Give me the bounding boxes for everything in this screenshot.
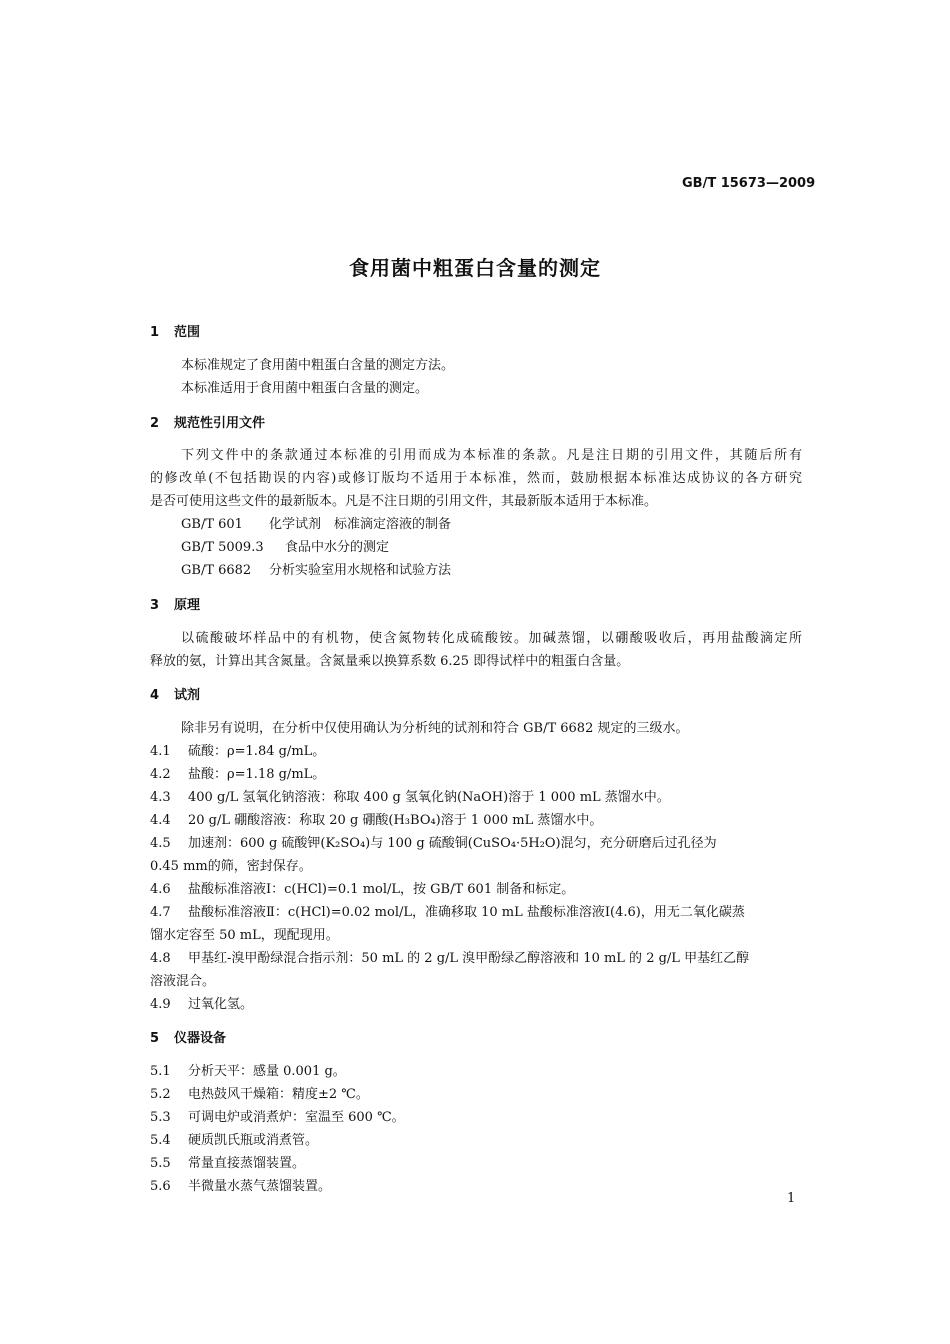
section-3-heading: 3 原理: [150, 598, 201, 613]
list-item: 5.5 常量直接蒸馏装置。: [150, 1156, 306, 1171]
document-title: 食用菌中粗蛋白含量的测定: [349, 256, 601, 280]
page-number: 1: [787, 1191, 796, 1206]
standard-number: GB/T 15673—2009: [682, 176, 816, 191]
list-item: 4.6 盐酸标准溶液Ⅰ：c(HCl)=0.1 mol/L，按 GB/T 601 制备和标定。: [150, 882, 575, 897]
list-item: 5.6 半微量水蒸气蒸馏装置。: [150, 1179, 332, 1194]
list-item: 4.1 硫酸：ρ=1.84 g/mL。: [150, 744, 326, 759]
list-item-continuation: 溶液混合。: [150, 974, 216, 989]
paragraph: 除非另有说明，在分析中仅使用确认为分析纯的试剂和符合 GB/T 6682 规定的三级水。: [181, 721, 689, 736]
section-2-heading: 2 规范性引用文件: [150, 416, 266, 431]
paragraph-line: 下列文件中的条款通过本标准的引用而成为本标准的条款。凡是注日期的引用文件，其随后所有: [181, 448, 802, 463]
paragraph-line: 以硫酸破坏样品中的有机物，使含氮物转化成硫酸铵。加碱蒸馏，以硼酸吸收后，再用盐酸滴定所: [181, 631, 802, 646]
list-item: 5.1 分析天平：感量 0.001 g。: [150, 1064, 346, 1079]
list-item-continuation: 0.45 mm的筛，密封保存。: [150, 859, 312, 874]
list-item: 4.3 400 g/L 氢氧化钠溶液：称取 400 g 氢氧化钠(NaOH)溶于 1 000 mL 蒸馏水中。: [150, 790, 670, 805]
list-item: 4.5 加速剂：600 g 硫酸钾(K₂SO₄)与 100 g 硫酸铜(CuSO₄·5H₂O)混匀，充分研磨后过孔径为: [150, 836, 717, 851]
normative-reference: GB/T 601 化学试剂 标准滴定溶液的制备: [181, 517, 452, 532]
list-item: 4.9 过氧化氢。: [150, 997, 254, 1012]
paragraph-line: 释放的氨，计算出其含氮量。含氮量乘以换算系数 6.25 即得试样中的粗蛋白含量。: [150, 654, 630, 669]
list-item: 5.3 可调电炉或消煮炉：室温至 600 ℃。: [150, 1110, 405, 1125]
list-item: 4.2 盐酸：ρ=1.18 g/mL。: [150, 767, 326, 782]
normative-reference: GB/T 5009.3 食品中水分的测定: [181, 540, 390, 555]
list-item: 4.4 20 g/L 硼酸溶液：称取 20 g 硼酸(H₃BO₄)溶于 1 000 mL 蒸馏水中。: [150, 813, 603, 828]
list-item-continuation: 馏水定容至 50 mL，现配现用。: [150, 928, 339, 943]
section-4-heading: 4 试剂: [150, 688, 201, 703]
list-item: 4.8 甲基红-溴甲酚绿混合指示剂：50 mL 的 2 g/L 溴甲酚绿乙醇溶液和 10 mL 的 2 g/L 甲基红乙醇: [150, 951, 750, 966]
paragraph-line: 是否可使用这些文件的最新版本。凡是不注日期的引用文件，其最新版本适用于本标准。: [150, 494, 658, 509]
list-item: 5.2 电热鼓风干燥箱：精度±2 ℃。: [150, 1087, 369, 1102]
paragraph-line: 的修改单(不包括勘误的内容)或修订版均不适用于本标准，然而，鼓励根据本标准达成协议的各方研究: [150, 471, 802, 486]
list-item: 4.7 盐酸标准溶液Ⅱ：c(HCl)=0.02 mol/L，准确移取 10 mL 盐酸标准溶液Ⅰ(4.6)，用无二氧化碳蒸: [150, 905, 745, 920]
section-5-heading: 5 仪器设备: [150, 1031, 227, 1046]
list-item: 5.4 硬质凯氏瓶或消煮管。: [150, 1133, 319, 1148]
paragraph: 本标准适用于食用菌中粗蛋白含量的测定。: [181, 381, 429, 396]
paragraph: 本标准规定了食用菌中粗蛋白含量的测定方法。: [181, 358, 455, 373]
section-1-heading: 1 范围: [150, 325, 201, 340]
normative-reference: GB/T 6682 分析实验室用水规格和试验方法: [181, 563, 452, 578]
